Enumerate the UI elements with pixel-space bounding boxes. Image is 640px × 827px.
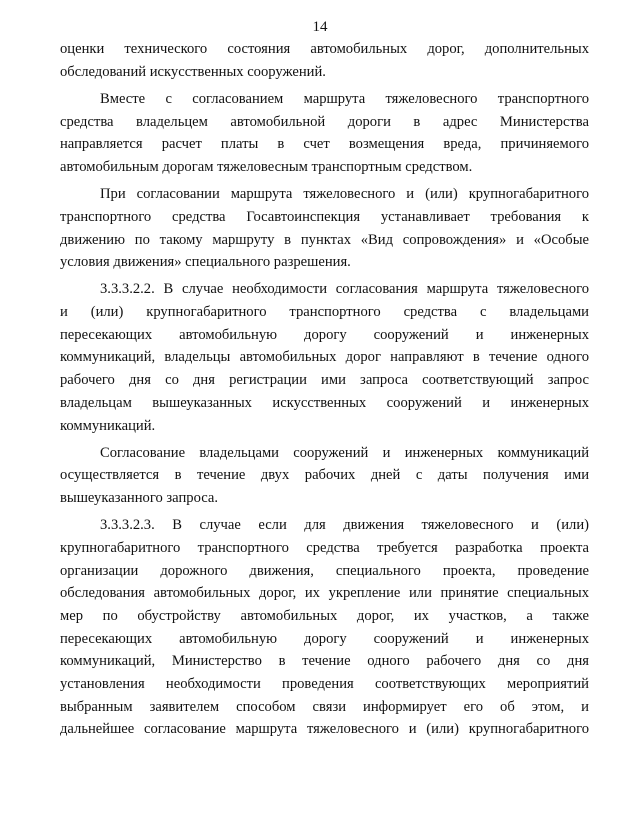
text-line: транспортного средства Госавтоинспекция устанавливает требования к [60, 208, 589, 225]
text-line: дальнейшее согласование маршрута тяжеловесного и (или) крупногабаритного [60, 721, 589, 738]
text-line: крупногабаритного транспортного средства требуется разработка проекта [60, 539, 589, 556]
paragraph-section-3-3-3-2-2 [60, 278, 589, 437]
text-line: организации дорожного движения, специального проекта, проведение [60, 562, 589, 579]
text-line: коммуникаций. [60, 417, 156, 434]
paragraph-continuation [60, 38, 589, 83]
text-line: рабочего дня со дня регистрации ими запроса соответствующий запрос [60, 372, 589, 389]
paragraph-fee-calculation [60, 88, 589, 179]
text-line: 3.3.3.2.2. В случае необходимости согласования маршрута тяжеловесного [100, 281, 589, 298]
text-line: средства владельцем автомобильной дороги в адрес Министерства [60, 113, 589, 130]
page-number: 14 [312, 19, 328, 35]
text-line: обследования автомобильных дорог, их укрепление или принятие специальных [60, 585, 589, 602]
paragraph-section-3-3-3-2-3 [60, 514, 589, 741]
text-line: установления необходимости проведения соответствующих мероприятий [60, 676, 589, 693]
text-line: автомобильным дорогам тяжеловесным транспортным средством. [60, 158, 473, 175]
text-line: пересекающих автомобильную дорогу сооружений и инженерных [60, 326, 589, 343]
document-body [60, 38, 589, 741]
text-line: направляется расчет платы в счет возмещения вреда, причиняемого [60, 136, 589, 153]
text-line: 3.3.3.2.3. В случае если для движения тяжеловесного и (или) [100, 517, 589, 534]
text-line: коммуникаций, Министерство в течение одного рабочего дня со дня [60, 653, 589, 670]
text-line: мер по обустройству автомобильных дорог, их участков, а также [60, 608, 589, 624]
text-line: Согласование владельцами сооружений и инженерных коммуникаций [100, 444, 589, 461]
text-line: осуществляется в течение двух рабочих дней с даты получения ими [60, 467, 589, 484]
text-line: коммуникаций, владельцы автомобильных дорог направляют в течение одного [60, 349, 589, 366]
text-line: При согласовании маршрута тяжеловесного и (или) крупногабаритного [100, 186, 589, 203]
text-line: пересекающих автомобильную дорогу сооружений и инженерных [60, 630, 589, 647]
text-line: движению по такому маршруту в пунктах «Вид сопровождения» и «Особые [60, 231, 589, 248]
text-line: и (или) крупногабаритного транспортного средства с владельцами [60, 304, 589, 321]
text-line: выбранным заявителем способом связи информирует его об этом, и [60, 698, 589, 715]
text-line: Вместе с согласованием маршрута тяжеловесного транспортного [100, 90, 589, 107]
paragraph-approval-period [60, 442, 589, 510]
text-line: оценки технического состояния автомобильных дорог, дополнительных [60, 41, 589, 57]
text-line: вышеуказанного запроса. [60, 490, 219, 507]
text-line: обследований искусственных сооружений. [60, 63, 326, 80]
text-line: владельцам вышеуказанных искусственных сооружений и инженерных [60, 394, 589, 411]
paragraph-gai-requirements [60, 183, 589, 274]
text-line: условия движения» специального разрешения. [60, 254, 351, 271]
